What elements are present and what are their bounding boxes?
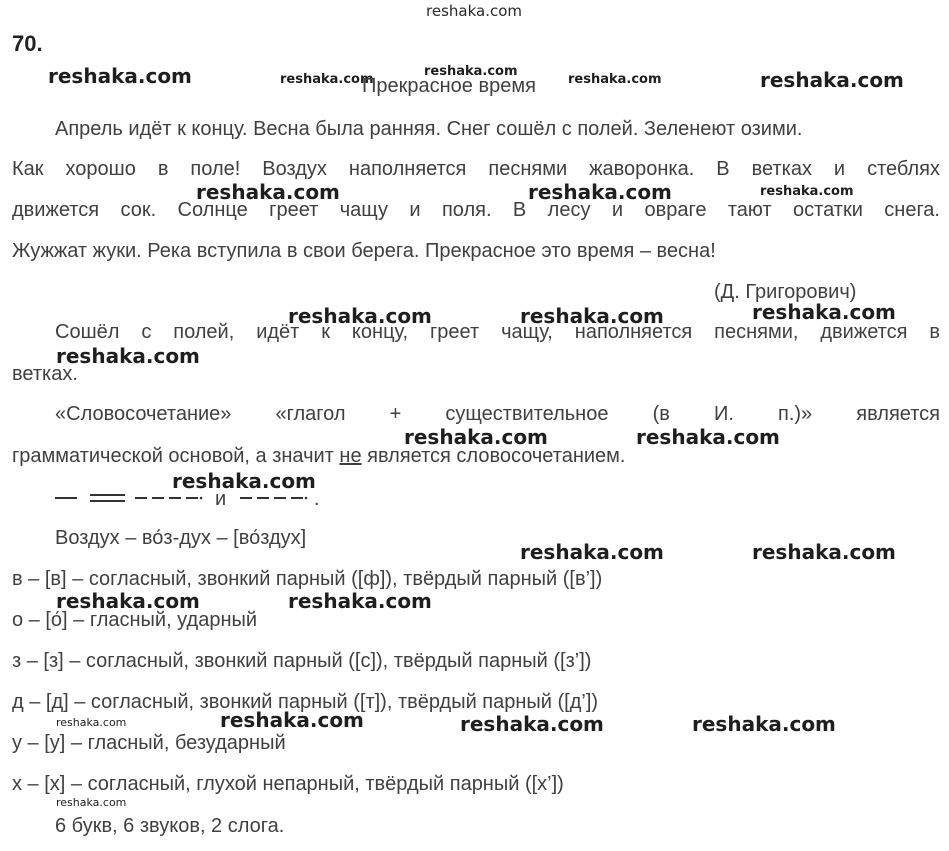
watermark: reshaka.com (56, 344, 200, 368)
author: (Д. Григорович) (714, 281, 857, 303)
watermark: reshaka.com (56, 589, 200, 613)
watermark: reshaka.com (520, 304, 664, 328)
phrases-line: Сошёл с полей, идёт к концу, греет чащу, наполняется песнями, движется в (55, 321, 940, 343)
task-number: 70. (12, 31, 43, 56)
text-line: Как хорошо в поле! Воздух наполняется песнями жаворонка. В ветках и стеблях (12, 158, 940, 180)
watermark: reshaka.com (220, 708, 364, 732)
object-mark-dot (200, 497, 203, 500)
phonetic-row: о – [о́] – гласный, ударный (12, 609, 258, 631)
watermark: reshaka.com (56, 796, 127, 809)
text-line: движется сок. Солнце греет чащу и поля. В лесу и овраге тают остатки снега. (12, 199, 940, 221)
text-line: Апрель идёт к концу. Весна была ранняя. Снег сошёл с полей. Зеленеют озими. (55, 118, 803, 140)
watermark: reshaka.com (280, 72, 374, 87)
rule-line: «Словосочетание» «глагол + существительное (в И. п.)» является (55, 403, 940, 425)
watermark: reshaka.com (460, 712, 604, 736)
watermark: reshaka.com (568, 72, 662, 87)
rule-text: является словосочетанием. (361, 445, 626, 467)
watermark: reshaka.com (520, 540, 664, 564)
watermark: reshaka.com (48, 64, 192, 88)
watermark: reshaka.com (760, 184, 854, 199)
phrases-line: ветках. (12, 363, 78, 385)
underlined-not: не (339, 445, 362, 467)
word-breakdown: Воздух – во́з-дух – [во́здух] (55, 527, 307, 549)
phonetic-row: д – [д] – согласный, звонкий парный ([т]), твёрдый парный ([д’]) (12, 691, 599, 713)
phonetic-row: в – [в] – согласный, звонкий парный ([ф]), твёрдый парный ([в’]) (12, 568, 603, 590)
scheme-end: . (314, 488, 320, 510)
text-title: Прекрасное время (362, 75, 536, 97)
watermark: reshaka.com (528, 180, 672, 204)
watermark: reshaka.com (426, 2, 522, 20)
watermark: reshaka.com (196, 180, 340, 204)
watermark: reshaka.com (288, 304, 432, 328)
watermark: reshaka.com (692, 712, 836, 736)
watermark: reshaka.com (172, 469, 316, 493)
text-line: Жужжат жуки. Река вступила в свои берега. Прекрасное это время – весна! (12, 240, 716, 262)
watermark: reshaka.com (424, 64, 518, 79)
watermark: reshaka.com (288, 589, 432, 613)
phonetic-row: з – [з] – согласный, звонкий парный ([с]), твёрдый парный ([з’]) (12, 650, 592, 672)
watermark: reshaka.com (636, 425, 780, 449)
summary: 6 букв, 6 звуков, 2 слога. (55, 815, 285, 837)
phonetic-row: х – [х] – согласный, глухой непарный, твёрдый парный ([х’]) (12, 773, 564, 795)
rule-text: грамматической основой, а значит (12, 445, 340, 467)
watermark: reshaka.com (760, 68, 904, 92)
phonetic-row: у – [у] – гласный, безударный (12, 732, 286, 754)
watermark: reshaka.com (752, 300, 896, 324)
watermark: reshaka.com (752, 540, 896, 564)
watermark: reshaka.com (56, 716, 127, 729)
object-mark-dot (305, 497, 308, 500)
watermark: reshaka.com (404, 425, 548, 449)
sentence-scheme (55, 484, 335, 514)
rule-line (12, 444, 625, 468)
scheme-and: и (215, 488, 227, 510)
